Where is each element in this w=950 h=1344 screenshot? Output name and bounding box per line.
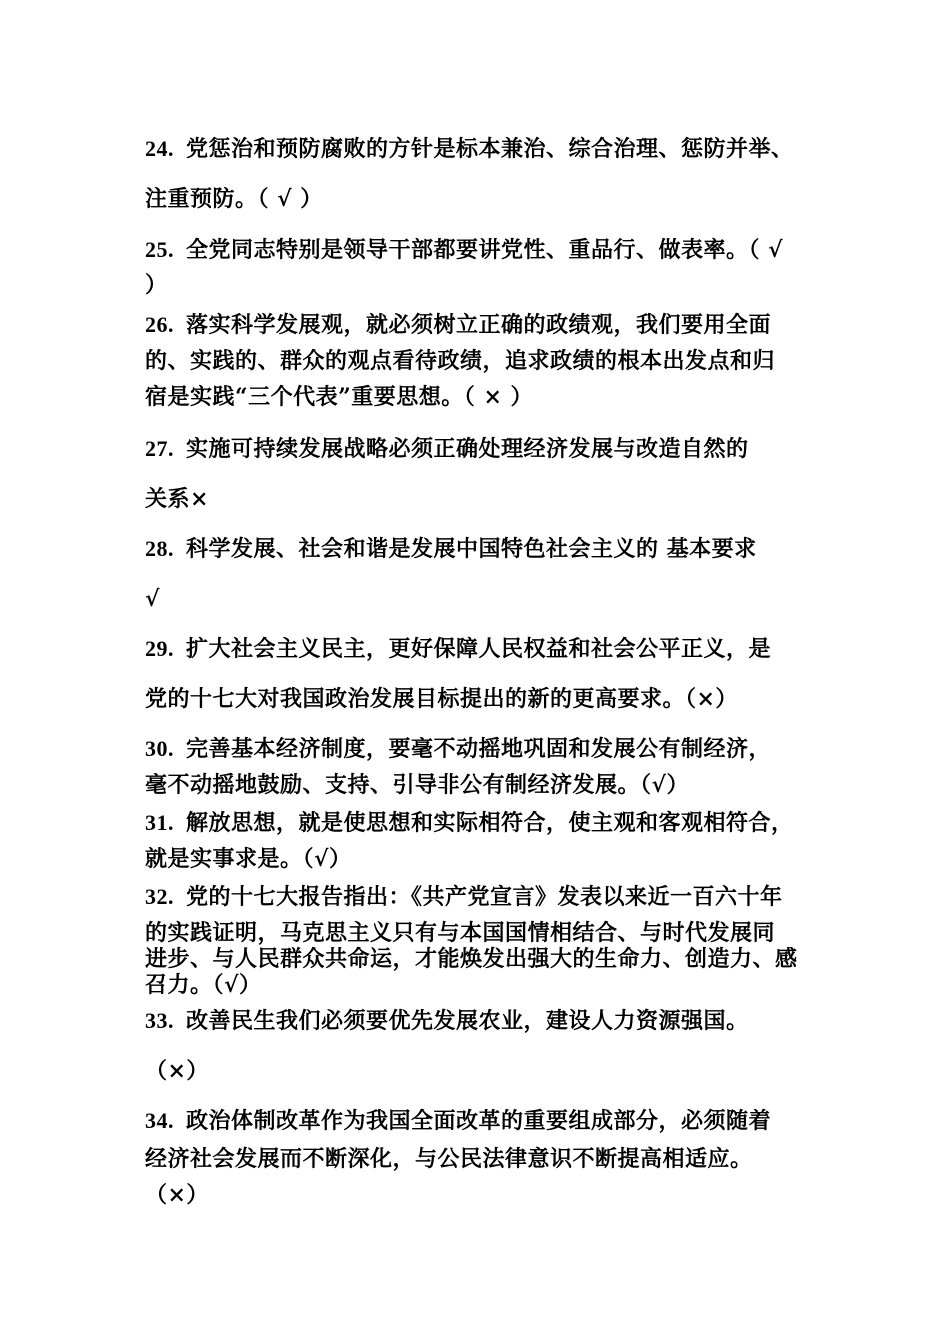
question-26-line-2: 的、实践的、群众的观点看待政绩，追求政绩的根本出发点和归	[145, 348, 776, 374]
question-30-line-2: 毫不动摇地鼓励、支持、引导非公有制经济发展。（√）	[145, 772, 689, 798]
question-25-line-1	[145, 237, 825, 263]
question-text: 扩大社会主义民主，更好保障人民权益和社会公平正义，是	[186, 636, 772, 662]
question-28-line-1	[145, 536, 825, 562]
question-number: 29.	[145, 636, 174, 661]
question-text: 党的十七大报告指出：《共产党宣言》发表以来近一百六十年	[186, 884, 783, 910]
question-33-line-1	[145, 1008, 825, 1034]
question-24-line-2: 注重预防。（ √ ）	[145, 186, 323, 212]
question-number: 32.	[145, 884, 174, 909]
question-number: 27.	[145, 436, 174, 461]
question-number: 28.	[145, 536, 174, 561]
question-34-line-1	[145, 1108, 825, 1134]
question-number: 31.	[145, 810, 174, 835]
question-text: 完善基本经济制度，要毫不动摇地巩固和发展公有制经济，	[186, 736, 772, 762]
question-26-line-1	[145, 312, 825, 338]
question-31-line-1	[145, 810, 825, 836]
question-number: 24.	[145, 136, 174, 161]
question-33-line-2: （×）	[145, 1058, 209, 1084]
question-number: 33.	[145, 1008, 174, 1033]
question-text: 党惩治和预防腐败的方针是标本兼治、综合治理、惩防并举、	[186, 136, 794, 162]
question-29-line-1	[145, 636, 825, 662]
question-34-line-3: （×）	[145, 1182, 209, 1208]
question-text: 改善民生我们必须要优先发展农业，建设人力资源强国。	[186, 1008, 749, 1034]
question-34-line-2: 经济社会发展而不断深化，与公民法律意识不断提高相适应。	[145, 1146, 753, 1172]
question-text: 解放思想，就是使思想和实际相符合，使主观和客观相符合，	[186, 810, 794, 836]
question-28-line-2: √	[145, 586, 160, 612]
question-27-line-2: 关系×	[145, 486, 209, 512]
question-number: 26.	[145, 312, 174, 337]
question-text: 落实科学发展观，就必须树立正确的政绩观，我们要用全面	[186, 312, 772, 338]
question-25-line-2: ）	[145, 272, 168, 298]
question-text: 政治体制改革作为我国全面改革的重要组成部分，必须随着	[186, 1108, 772, 1134]
question-26-line-3: 宿是实践“三个代表”重要思想。（ × ）	[145, 384, 534, 410]
question-number: 34.	[145, 1108, 174, 1133]
question-32-line-4: 召力。（√）	[145, 972, 262, 998]
question-32-line-1	[145, 884, 825, 910]
question-24-line-1	[145, 136, 825, 162]
question-31-line-2: 就是实事求是。（√）	[145, 846, 352, 872]
question-30-line-1	[145, 736, 825, 762]
question-32-line-2: 的实践证明，马克思主义只有与本国国情相结合、与时代发展同	[145, 920, 776, 946]
question-number: 30.	[145, 736, 174, 761]
question-text: 实施可持续发展战略必须正确处理经济发展与改造自然的	[186, 436, 749, 462]
question-29-line-2: 党的十七大对我国政治发展目标提出的新的更高要求。（×）	[145, 686, 738, 712]
question-text: 全党同志特别是领导干部都要讲党性、重品行、做表率。（ √	[186, 237, 784, 263]
question-text: 科学发展、社会和谐是发展中国特色社会主义的 基本要求	[186, 536, 757, 562]
question-32-line-3: 进步、与人民群众共命运，才能焕发出强大的生命力、创造力、感	[145, 946, 798, 972]
question-27-line-1	[145, 436, 825, 462]
question-number: 25.	[145, 237, 174, 262]
